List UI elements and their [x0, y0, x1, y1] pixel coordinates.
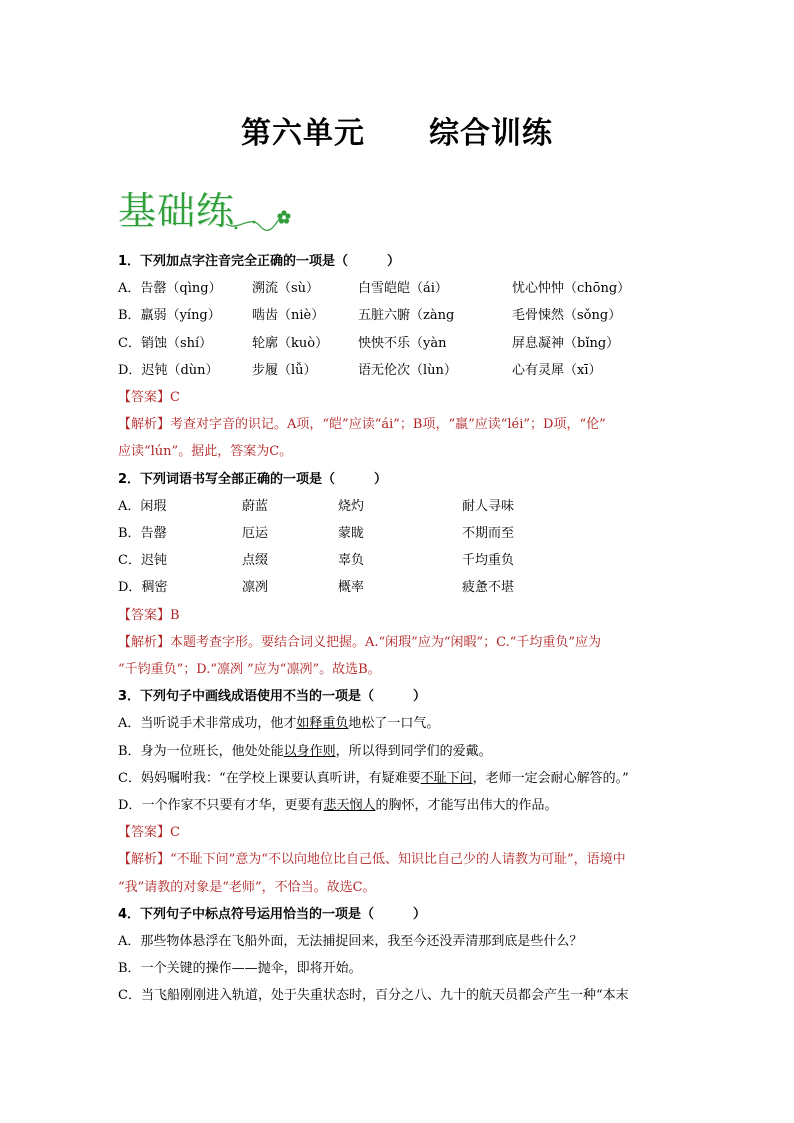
option-line: A．那些物体悬浮在飞船外面，无法捕捉回来，我至今还没弄清那到底是些什么？ — [118, 934, 583, 950]
analysis-label: 【解析】 — [118, 417, 171, 433]
option-cell: 蔚蓝 — [242, 498, 269, 514]
option-cell: 告罄 — [140, 526, 167, 542]
question-list — [118, 248, 684, 1010]
option-cell: 闲瑕 — [140, 498, 167, 514]
analysis-line: 【解析】本题考查字形。要结合词义把握。A.“闲瑕”应为“闲暇”；C.“千均重负”应为 — [118, 634, 602, 650]
option-line: B．一个关键的操作——抛伞，即将开始。 — [118, 961, 362, 977]
answer-value: B — [170, 607, 180, 623]
option-row: D．稠密 凛冽 概率 疲惫不堪 — [118, 574, 684, 601]
option-cell: 迟钝（dùn） — [141, 362, 219, 378]
analysis-label: 【解析】 — [118, 634, 171, 650]
option-cell: 辜负 — [338, 553, 365, 569]
option-row: B．羸弱（yíng） 啮齿（niè） 五脏六腑（zàng 毛骨悚然（sǒng） — [118, 302, 684, 329]
option-cell: 凛冽 — [242, 580, 269, 596]
option-cell: 蒙眬 — [338, 526, 365, 542]
page-title — [0, 108, 794, 152]
option-line: C．妈妈嘱咐我：“在学校上课要认真听讲，有疑难要不耻下问，老师一定会耐心解答的。” — [118, 770, 629, 786]
analysis-line: 应读“lún”。据此，答案为C。 — [118, 444, 293, 460]
answer-value: C — [170, 825, 180, 841]
option-cell: 不期而至 — [462, 526, 515, 542]
vine-flower-icon — [118, 180, 318, 244]
underlined-idiom: 悲天悯人 — [323, 798, 376, 814]
underlined-idiom: 以身作则 — [283, 743, 336, 759]
option-line: A．当听说手术非常成功，他才如释重负地松了一口气。 — [118, 716, 440, 732]
option-cell: 疲惫不堪 — [462, 580, 515, 596]
option-cell: 溯流（sù） — [252, 281, 320, 297]
option-cell: 羸弱（yíng） — [140, 308, 221, 324]
option-cell: 怏怏不乐（yàn — [358, 335, 447, 351]
analysis-line: 【解析】“不耻下问”意为“不以向地位比自己低、知识比自己少的人请教为可耻”，语境中 — [118, 852, 626, 868]
answer-value: C — [170, 390, 180, 406]
answer-line — [118, 819, 684, 846]
option-cell: 五脏六腑（zàng — [358, 308, 455, 324]
option-cell: 千均重负 — [462, 553, 515, 569]
option-cell: 步履（lǚ） — [252, 362, 317, 378]
underlined-idiom: 如释重负 — [296, 716, 349, 732]
option-line: B．身为一位班长，他处处能以身作则，所以得到同学们的爱戴。 — [118, 743, 492, 759]
section-banner-label: 基础练 — [118, 189, 236, 233]
option-row: C．迟钝 点缀 辜负 千均重负 — [118, 547, 684, 574]
option-cell: 烧灼 — [338, 498, 365, 514]
option-row: A．闲瑕 蔚蓝 烧灼 耐人寻味 — [118, 493, 684, 520]
option-row: C．销蚀（shí） 轮廓（kuò） 怏怏不乐（yàn 屏息凝神（bǐng） — [118, 330, 684, 357]
option-cell: 告罄（qìng） — [140, 281, 222, 297]
answer-label: 【答案】 — [118, 825, 171, 841]
option-cell: 迟钝 — [140, 553, 167, 569]
answer-line — [118, 384, 684, 411]
answer-label: 【答案】 — [118, 607, 171, 623]
option-cell: 厄运 — [242, 526, 269, 542]
option-cell: 忧心忡忡（chōng） — [512, 281, 631, 297]
option-cell: 概率 — [338, 580, 365, 596]
option-cell: 啮齿（niè） — [252, 308, 325, 324]
option-line: C．当飞船刚刚进入轨道，处于失重状态时，百分之八、九十的航天员都会产生一种“本末 — [118, 988, 629, 1004]
analysis-label: 【解析】 — [118, 852, 171, 868]
option-cell: 毛骨悚然（sǒng） — [512, 308, 622, 324]
option-cell: 轮廓（kuò） — [252, 335, 329, 351]
option-cell: 白雪皑皑（ái） — [358, 281, 448, 297]
section-banner — [118, 180, 318, 244]
option-line: D．一个作家不只要有才华，更要有悲天悯人的胸怀，才能写出伟大的作品。 — [118, 798, 558, 814]
option-row: A．告罄（qìng） 溯流（sù） 白雪皑皑（ái） 忧心忡忡（chōng） — [118, 275, 684, 302]
option-cell: 屏息凝神（bǐng） — [512, 335, 620, 351]
question-stem: 3．下列句子中画线成语使用不当的一项是（ ） — [118, 689, 427, 705]
question-stem: 4．下列句子中标点符号运用恰当的一项是（ ） — [118, 906, 427, 922]
option-row: D．迟钝（dùn） 步履（lǚ） 语无伦次（lùn） 心有灵犀（xī） — [118, 357, 684, 384]
question-stem: 2．下列词语书写全部正确的一项是（ ） — [118, 471, 388, 487]
question-stem: 1．下列加点字注音完全正确的一项是（ ） — [118, 254, 401, 269]
option-cell: 点缀 — [242, 553, 269, 569]
answer-label: 【答案】 — [118, 390, 171, 406]
title-unit: 第六单元 — [241, 116, 365, 151]
option-cell: 销蚀（shí） — [140, 335, 213, 351]
analysis-line: “千钧重负”；D.“凛冽 ”应为“凛冽”。故选B。 — [118, 662, 381, 678]
option-cell: 耐人寻味 — [462, 498, 515, 514]
analysis-line: “我”请教的对象是“老师”，不恰当。故选C。 — [118, 879, 376, 895]
option-cell: 心有灵犀（xī） — [512, 362, 602, 378]
title-topic: 综合训练 — [429, 116, 553, 151]
underlined-idiom: 不耻下问 — [420, 770, 473, 786]
option-row: B．告罄 厄运 蒙眬 不期而至 — [118, 520, 684, 547]
option-cell: 语无伦次（lùn） — [358, 362, 457, 378]
answer-line — [118, 602, 684, 629]
analysis-line: 【解析】考查对字音的识记。A项，“皑”应读“ái”；B项，“羸”应读“léi”；D项，“伦” — [118, 417, 606, 433]
option-cell: 稠密 — [141, 580, 168, 596]
